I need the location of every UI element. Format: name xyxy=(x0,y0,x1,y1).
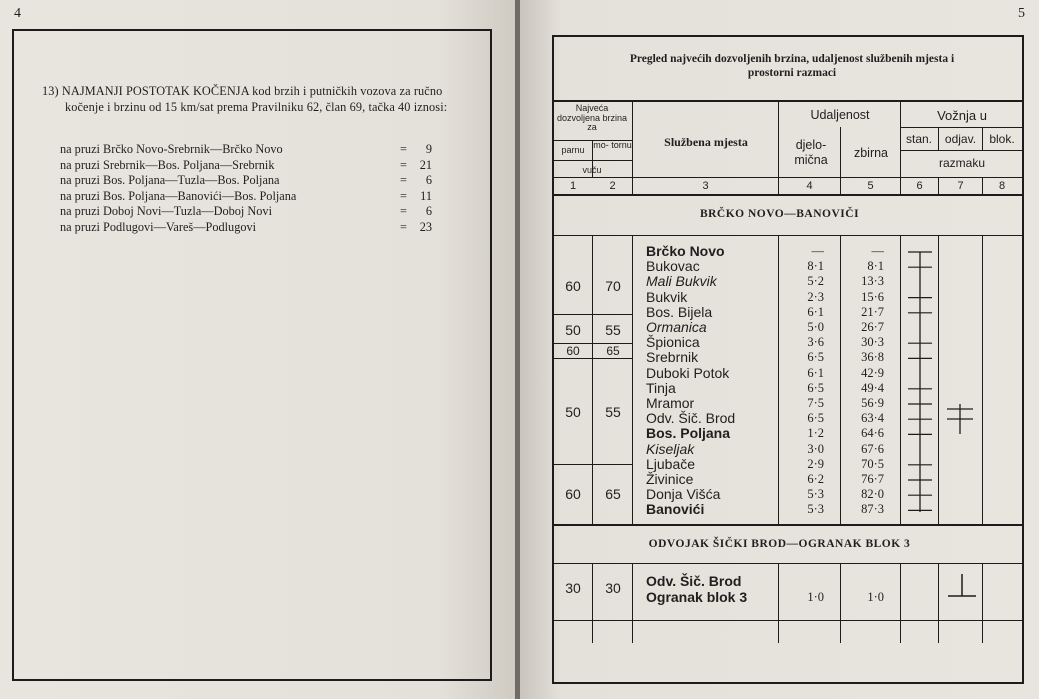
speed-motornu: 65 xyxy=(605,486,621,502)
station-partial-distance: 7·5 xyxy=(807,396,824,410)
station-total-distance: 15·6 xyxy=(861,289,884,304)
col-number: 3 xyxy=(702,180,709,192)
col-number: 2 xyxy=(609,180,616,192)
col-number: 4 xyxy=(806,180,813,192)
station-partial-distance: 2·9 xyxy=(807,456,824,471)
section-title-2: ODVOJAK ŠIČKI BROD—OGRANAK BLOK 3 xyxy=(648,538,911,550)
station-total-distance: 63·4 xyxy=(861,411,884,426)
header-razmaku: razmaku xyxy=(938,156,985,170)
station-name: Bos. Poljana xyxy=(646,425,731,442)
speed-motornu: 55 xyxy=(605,322,621,338)
header-stan: stan. xyxy=(905,132,932,146)
page-number-left: 4 xyxy=(14,6,21,21)
station-name: Brčko Novo xyxy=(646,243,725,259)
braking-row-eq: = xyxy=(400,157,407,172)
braking-row-value: 6 xyxy=(425,173,432,188)
left-page-frame xyxy=(12,29,492,681)
braking-row-eq: = xyxy=(400,142,407,156)
station-partial-distance: 6·5 xyxy=(807,411,824,426)
braking-row-text: na pruzi Bos. Poljana—Banovići—Bos. Poljana xyxy=(60,188,297,203)
braking-row xyxy=(60,220,440,236)
station-total-distance: 70·5 xyxy=(861,456,884,471)
station-total-distance: 21·7 xyxy=(861,304,884,319)
station-name: Bukvik xyxy=(646,288,688,305)
station-name: Mramor xyxy=(646,395,695,411)
station-name: Mali Bukvik xyxy=(646,273,717,290)
speed-motornu: 70 xyxy=(605,278,621,294)
station-name: Ormanica xyxy=(646,319,707,335)
station-name: Banovići xyxy=(646,501,705,518)
section-title-1: BRČKO NOVO—BANOVIČI xyxy=(699,208,860,220)
header-parnu: parnu xyxy=(561,145,585,155)
braking-list xyxy=(60,142,440,236)
station-name: Ljubače xyxy=(646,455,696,472)
braking-row-value: 6 xyxy=(425,204,432,219)
braking-row-text: na pruzi Doboj Novi—Tuzla—Doboj Novi xyxy=(60,204,272,219)
station-name: Srebrnik xyxy=(646,349,699,366)
station-total-distance: 13·3 xyxy=(861,274,884,289)
station-partial-distance: 5·3 xyxy=(807,502,824,517)
station-name: Duboki Potok xyxy=(646,364,730,381)
braking-row-value: 11 xyxy=(420,188,432,203)
right-page xyxy=(520,0,1039,699)
station-total-distance: 64·6 xyxy=(861,426,884,441)
station-name: Tinja xyxy=(646,379,676,396)
left-page xyxy=(0,0,515,699)
header-distance: Udaljenost xyxy=(810,108,870,122)
station-partial-distance: 6·2 xyxy=(807,472,824,486)
station-name: Kiseljak xyxy=(646,440,695,457)
speed-parnu: 50 xyxy=(565,322,581,338)
braking-row-text: na pruzi Srebrnik—Bos. Poljana—Srebrnik xyxy=(60,157,275,172)
branch-speed-motornu: 30 xyxy=(605,580,621,596)
station-total-distance: 49·4 xyxy=(861,380,884,395)
station-name: Živinice xyxy=(646,471,694,487)
station-partial-distance: 6·1 xyxy=(807,304,824,319)
station-total-distance: 56·9 xyxy=(861,396,884,410)
braking-paragraph-text: 13) NAJMANJI POSTOTAK KOČENJA kod brzih i putničkih vozova za ručno kočenje i brzinu od 15 km/sat prema Pravilniku 62, član 69, tačka 40 iznosi: xyxy=(42,84,448,114)
header-blok: blok. xyxy=(989,132,1015,146)
station-total-distance: 36·8 xyxy=(861,350,884,365)
braking-row xyxy=(60,204,440,220)
braking-row-text: na pruzi Podlugovi—Vareš—Podlugovi xyxy=(60,219,257,234)
table-title xyxy=(552,52,1032,80)
station-partial-distance: 5·2 xyxy=(807,274,824,289)
block-symbol-icon xyxy=(940,570,980,602)
braking-row-eq: = xyxy=(400,173,407,188)
header-partial: djelo- mična xyxy=(794,138,828,167)
speed-parnu: 60 xyxy=(566,344,580,358)
branch-station: Odv. Šič. Brod xyxy=(646,573,742,589)
station-partial-distance: 3·0 xyxy=(807,441,824,456)
station-total-distance: 67·6 xyxy=(861,441,884,456)
branch-station: Ogranak blok 3 xyxy=(646,589,748,605)
speed-motornu: 55 xyxy=(605,404,621,420)
braking-row-eq: = xyxy=(400,204,407,219)
header-driving: Vožnja u xyxy=(937,108,987,123)
header-stations: Službena mjesta xyxy=(664,135,748,149)
braking-row-value: 23 xyxy=(419,219,432,234)
station-partial-distance: 2·3 xyxy=(807,289,824,304)
braking-row-text: na pruzi Brčko Novo-Srebrnik—Brčko Novo xyxy=(60,142,283,156)
station-total-distance: 42·9 xyxy=(861,365,884,380)
braking-row-text: na pruzi Bos. Poljana—Tuzla—Bos. Poljana xyxy=(60,173,280,188)
braking-row xyxy=(60,158,440,174)
station-total-distance: 8·1 xyxy=(867,259,884,274)
speed-motornu: 65 xyxy=(606,344,620,358)
braking-row-value: 21 xyxy=(419,157,432,172)
header-total: zbirna xyxy=(853,146,889,160)
station-total-distance: — xyxy=(871,244,884,258)
branch-speed-parnu: 30 xyxy=(565,580,581,596)
table-title-line2: prostorni razmaci xyxy=(747,67,837,79)
station-partial-distance: 6·5 xyxy=(807,380,824,395)
station-partial-distance: 6·5 xyxy=(807,350,824,365)
station-partial-distance: — xyxy=(811,244,824,258)
station-total-distance: 82·0 xyxy=(861,487,884,502)
speed-parnu: 60 xyxy=(565,278,581,294)
header-odjav: odjav. xyxy=(944,132,977,146)
station-total-distance: 26·7 xyxy=(861,320,884,334)
page-number-right: 5 xyxy=(1018,6,1025,21)
station-name: Bukovac xyxy=(646,258,700,275)
station-total-distance: 76·7 xyxy=(861,472,884,486)
station-partial-distance: 8·1 xyxy=(807,259,824,274)
braking-row xyxy=(60,173,440,189)
station-partial-distance: 1·2 xyxy=(807,426,824,441)
col-number: 1 xyxy=(569,180,577,192)
station-partial-distance: 3·6 xyxy=(807,335,824,350)
station-name: Bos. Bijela xyxy=(646,303,713,320)
header-motornu: mo- tornu xyxy=(593,140,632,150)
col-number: 5 xyxy=(867,180,874,192)
braking-paragraph xyxy=(42,84,472,115)
braking-row xyxy=(60,142,440,158)
station-name: Donja Višća xyxy=(646,486,721,503)
braking-row-eq: = xyxy=(400,188,407,203)
speed-parnu: 50 xyxy=(565,404,581,420)
col-number: 6 xyxy=(916,180,923,192)
block-diagram-icon xyxy=(901,244,1021,544)
header-speed: Najveća dozvoljena brzina za xyxy=(556,103,628,132)
station-total-distance: 87·3 xyxy=(861,502,884,517)
braking-row-value: 9 xyxy=(425,142,432,156)
col-number: 7 xyxy=(957,180,964,192)
braking-row xyxy=(60,189,440,205)
station-partial-distance: 6·1 xyxy=(807,365,824,380)
table-title-line1: Pregled najvećih dozvoljenih brzina, udaljenost službenih mjesta i xyxy=(629,53,955,65)
speed-parnu: 60 xyxy=(565,486,581,502)
branch-total: 1·0 xyxy=(867,590,884,604)
braking-row-eq: = xyxy=(400,219,407,234)
header-vucu: vuču xyxy=(582,165,602,175)
station-partial-distance: 5·3 xyxy=(807,487,824,502)
station-partial-distance: 5·0 xyxy=(807,320,824,334)
station-name: Špionica xyxy=(646,334,700,351)
station-name: Odv. Šič. Brod xyxy=(646,410,736,427)
station-total-distance: 30·3 xyxy=(861,335,884,350)
col-number: 8 xyxy=(998,180,1006,192)
branch-partial: 1·0 xyxy=(807,590,824,604)
